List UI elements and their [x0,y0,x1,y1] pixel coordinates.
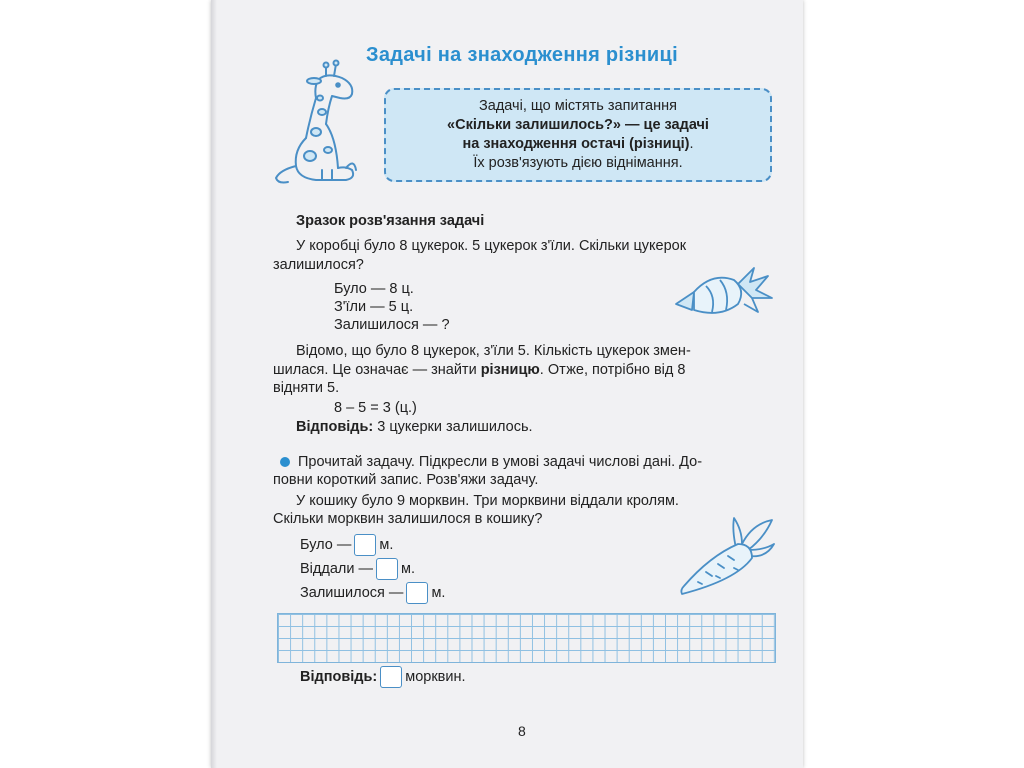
sample-answer-text: 3 цукерки залишилось. [373,419,533,435]
record-row-3 [300,581,445,605]
rule-info-box [384,88,772,182]
task-answer-unit: морквин. [405,669,466,685]
page-edge-shadow [211,0,217,768]
record-label-2: Віддали — [300,561,373,577]
info-line-1: Задачі, що містять запитання [479,98,677,114]
answer-box-given[interactable] [376,558,398,580]
giraffe-illustration [266,58,376,193]
explain-line-1: Відомо, що було 8 цукерок, з'їли 5. Кількість цукерок змен- [296,343,691,359]
sample-equation: 8 – 5 = 3 (ц.) [334,400,417,416]
explain-line-3: відняти 5. [273,380,340,396]
answer-box-carrots[interactable] [380,666,402,688]
task-problem-line-2: Скільки морквин залишилося в кошику? [273,511,543,527]
short-record-line-3: Залишилося — ? [334,317,450,333]
task-problem-line-1: У кошику було 9 морквин. Три морквини віддали кролям. [296,493,679,509]
record-row-2 [300,557,415,581]
short-record-line-2: З'їли — 5 ц. [334,299,414,315]
candy-illustration [672,262,778,324]
page-title: Задачі на знаходження різниці [366,44,678,66]
solution-grid[interactable] [277,613,776,663]
sample-problem-line-1: У коробці було 8 цукерок. 5 цукерок з'їли. Скільки цукерок [296,238,687,254]
explain-line-2-end: . Отже, потрібно від 8 [539,362,686,378]
sample-answer [296,418,533,436]
info-line-2: «Скільки залишилось?» — це задачі [447,117,709,133]
record-unit-1: м. [379,537,394,553]
explain-line-2-start: шилася. Це означає — знайти [273,362,481,378]
record-label-1: Було — [300,537,352,553]
task-answer-row [300,664,466,690]
answer-box-was[interactable] [354,534,376,556]
carrot-illustration [676,514,780,600]
sample-answer-label: Відповідь: [296,419,374,435]
info-line-3-end: . [689,136,694,152]
record-unit-3: м. [431,585,446,601]
task-answer-label: Відповідь: [300,669,378,685]
page-number: 8 [518,723,526,739]
task-instruction-line-2: повни короткий запис. Розв'яжи задачу. [273,472,539,488]
bullet-icon [280,457,290,467]
info-line-3: на знаходження остачі (різниці) [462,136,690,152]
record-row-1 [300,533,393,557]
explain-line-2-bold: різницю [480,362,540,378]
short-record-line-1: Було — 8 ц. [334,281,414,297]
record-unit-2: м. [400,561,415,577]
info-line-4: Їх розв'язують дією віднімання. [473,155,683,171]
sample-problem-line-2: залишилося? [273,257,364,273]
task-instruction-line-1: Прочитай задачу. Підкресли в умові задачі числові дані. До- [298,454,703,470]
record-label-3: Залишилося — [300,585,404,601]
sample-heading: Зразок розв'язання задачі [296,213,485,229]
explain-line-2 [273,361,685,379]
answer-box-remaining[interactable] [406,582,428,604]
